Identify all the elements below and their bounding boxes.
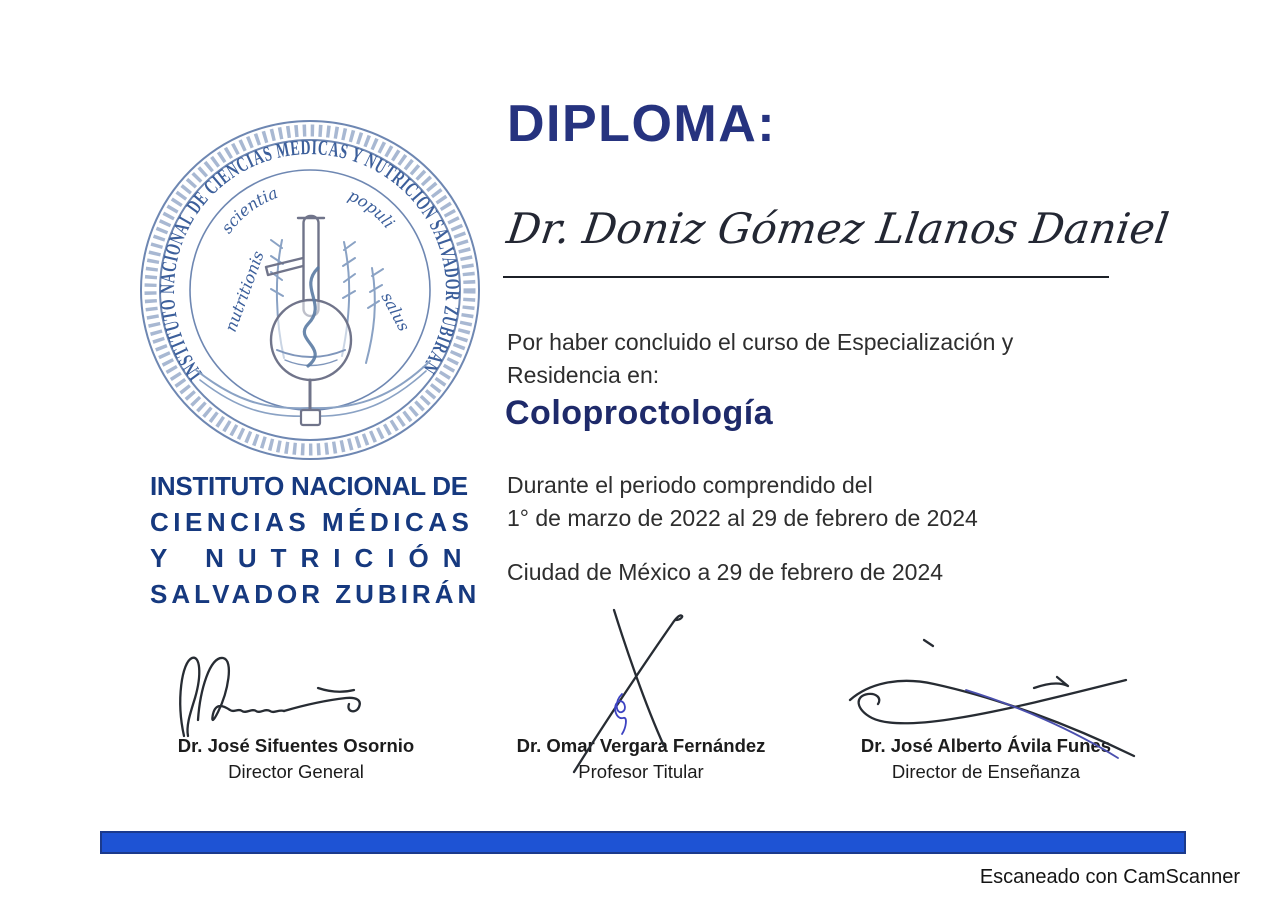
period-line-1: Durante el periodo comprendido del <box>507 472 873 498</box>
city-date-text: Ciudad de México a 29 de febrero de 2024 <box>507 559 944 585</box>
institute-name-line-4: SALVADOR ZUBIRÁN <box>150 579 481 609</box>
intro-line-1: Por haber concluido el curso de Especialización y <box>507 329 1014 355</box>
institute-name-line-3: Y NUTRICIÓN <box>150 543 476 573</box>
signatory-1-title: Director General <box>228 761 364 782</box>
camscanner-watermark: Escaneado con CamScanner <box>979 866 1240 888</box>
recipient-name-underline <box>503 276 1109 278</box>
signatory-2-title: Profesor Titular <box>578 761 704 782</box>
diploma-heading: DIPLOMA: <box>507 95 777 153</box>
recipient-name: Dr. Doniz Gómez Llanos Daniel <box>504 204 1172 253</box>
institute-name-line-2: CIENCIAS MÉDICAS <box>150 507 474 537</box>
seal-motto-nutritionis: nutritionis <box>220 248 268 335</box>
footer-blue-bar <box>100 831 1186 854</box>
seal-motto-populi: populi <box>345 185 399 232</box>
signature-director-ensenanza-ink <box>838 628 1148 778</box>
signatory-2-name: Dr. Omar Vergara Fernández <box>516 735 766 756</box>
period-line-2: 1° de marzo de 2022 al 29 de febrero de 2024 <box>507 505 978 531</box>
intro-text <box>507 326 1013 392</box>
period-text <box>507 469 978 535</box>
intro-line-2: Residencia en: <box>507 362 660 388</box>
signature-profesor-titular-ink <box>552 602 702 780</box>
signature-director-general-ink <box>168 648 408 740</box>
institute-seal-icon <box>138 118 482 462</box>
signatory-3-title: Director de Enseñanza <box>891 761 1081 782</box>
institute-name-block <box>150 468 481 612</box>
seal-ring-text: INSTITUTO NACIONAL DE CIENCIAS MEDICAS Y NUTRICION SALVADOR ZUBIRAN <box>154 134 466 386</box>
seal-motto-salus: salus <box>377 288 414 335</box>
specialty-name: Coloproctología <box>505 394 774 432</box>
signatory-3-name: Dr. José Alberto Ávila Funes <box>860 735 1112 756</box>
institute-name-line-1: INSTITUTO NACIONAL DE <box>150 471 468 501</box>
signatory-1-name: Dr. José Sifuentes Osornio <box>177 735 415 756</box>
signatory-1 <box>156 733 436 785</box>
seal-motto-scientia: scientia <box>217 183 281 237</box>
